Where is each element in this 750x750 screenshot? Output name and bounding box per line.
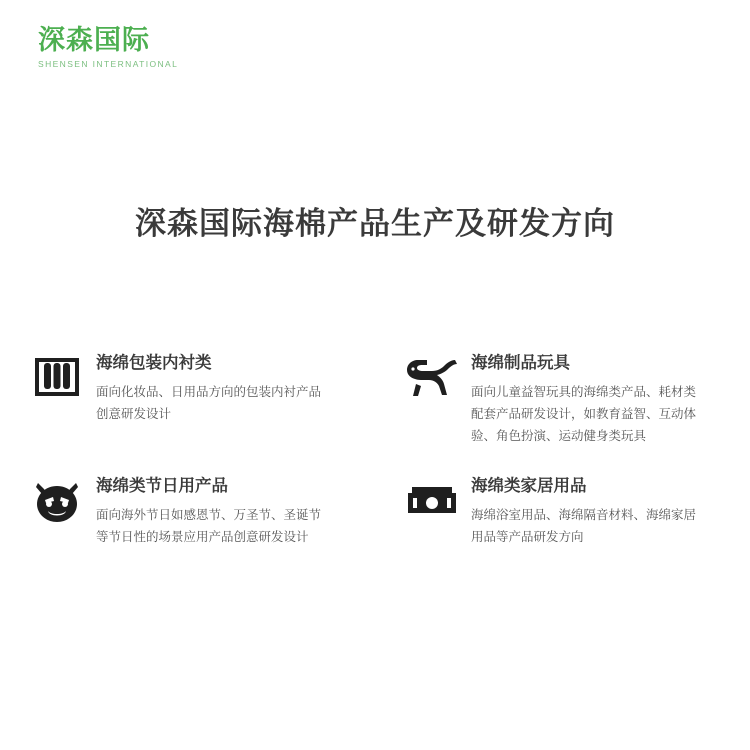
devil-face-icon [24, 475, 90, 533]
feature-text [90, 475, 328, 549]
feature-title: 海绵类节日用产品 [96, 477, 228, 496]
logo-english-name: SHENSEN INTERNATIONAL [38, 58, 179, 69]
feature-item-toys [375, 352, 750, 447]
feature-item-holiday [0, 475, 375, 549]
brand-logo [38, 26, 298, 69]
test-tubes-icon [24, 352, 90, 410]
feature-description: 面向化妆品、日用品方向的包装内衬产品创意研发设计 [96, 384, 322, 421]
money-icon [399, 475, 465, 533]
feature-description: 面向儿童益智玩具的海绵类产品、耗材类配套产品研发设计，如教育益智、互动体验、角色扮演、运动健身类玩具 [471, 384, 697, 443]
feature-text [465, 475, 706, 549]
feature-title: 海绵类家居用品 [471, 477, 587, 496]
logo-chinese-name: 深森国际 [38, 25, 150, 55]
feature-grid [0, 352, 750, 549]
feature-title: 海绵包装内衬类 [96, 354, 212, 372]
feature-item-packaging [0, 352, 375, 447]
feature-item-home [375, 475, 750, 549]
feature-title: 海绵制品玩具 [471, 354, 570, 372]
feature-description: 海绵浴室用品、海绵隔音材料、海绵家居用品等产品研发方向 [471, 508, 697, 545]
feature-description: 面向海外节日如感恩节、万圣节、圣诞节等节日性的场景应用产品创意研发设计 [96, 508, 322, 545]
dinosaur-icon [399, 352, 465, 410]
page-title: 深森国际海棉产品生产及研发方向 [135, 206, 615, 241]
feature-text [465, 352, 706, 447]
feature-text [90, 352, 328, 426]
